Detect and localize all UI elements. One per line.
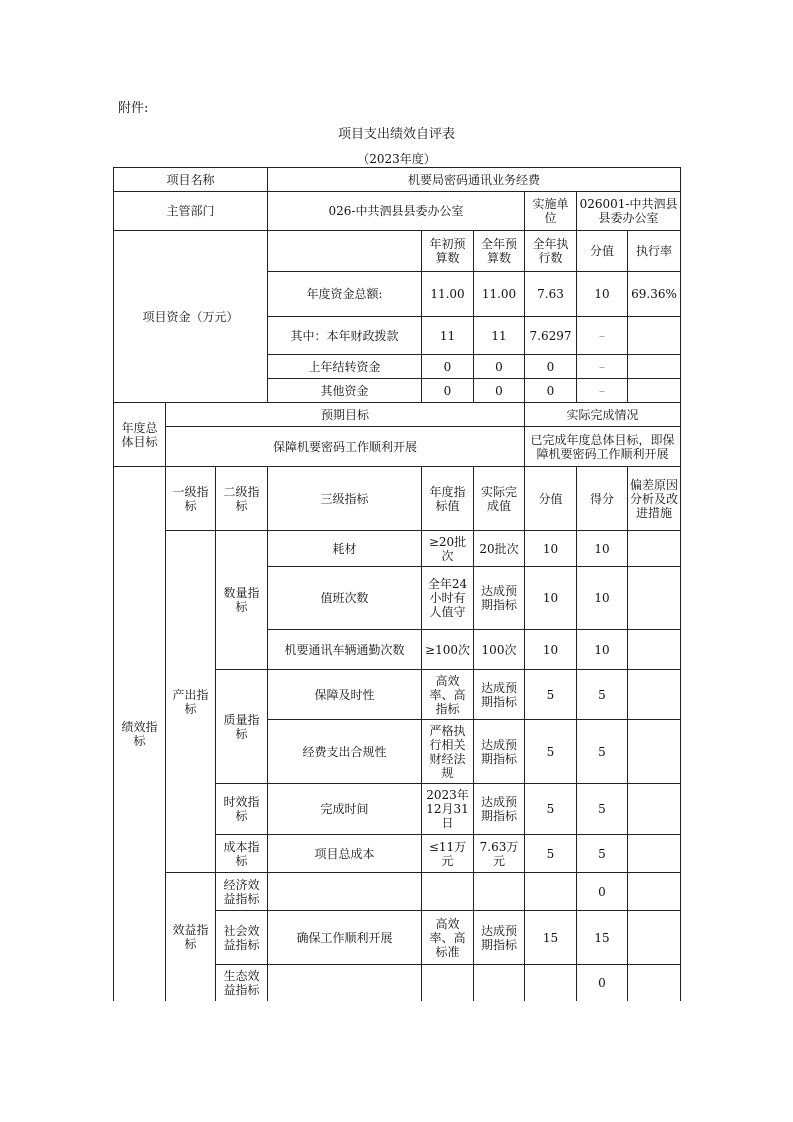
ecological-indicator-label: 生态效益指标 — [216, 965, 268, 1001]
indicator-target: 高效率、高标准 — [422, 911, 474, 965]
indicator-actual: 100次 — [474, 630, 525, 670]
benefit-indicator-label: 效益指标 — [166, 873, 216, 1001]
indicator-target — [422, 873, 474, 911]
indicator-reason — [628, 835, 681, 873]
funds-label: 项目资金（万元） — [114, 231, 268, 403]
funds-row-score-value: – — [577, 355, 628, 379]
indicator-row — [114, 531, 681, 567]
funds-header-score-value: 分值 — [577, 231, 628, 272]
funds-row-score-value: – — [577, 379, 628, 403]
indicator-name: 保障及时性 — [268, 670, 422, 720]
social-indicator-label: 社会效益指标 — [216, 911, 268, 965]
header-actual: 实际完成值 — [474, 467, 525, 531]
performance-table — [113, 167, 681, 1001]
time-indicator-label: 时效指标 — [216, 784, 268, 835]
indicator-reason — [628, 531, 681, 567]
economic-indicator-label: 经济效益指标 — [216, 873, 268, 911]
attachment-label: 附件: — [118, 101, 149, 116]
indicator-score: 5 — [577, 720, 628, 784]
implementing-unit-value: 026001-中共泗县县委办公室 — [577, 192, 681, 231]
header-level3: 三级指标 — [268, 467, 422, 531]
funds-row-annual: 0 — [474, 379, 525, 403]
expected-goal: 保障机要密码工作顺利开展 — [166, 427, 525, 467]
indicator-target: ≤11万元 — [422, 835, 474, 873]
indicator-value: 5 — [525, 720, 577, 784]
indicator-score: 5 — [577, 670, 628, 720]
indicator-actual — [474, 965, 525, 1001]
funds-row-initial: 11.00 — [422, 272, 474, 317]
header-level1: 一级指标 — [166, 467, 216, 531]
funds-row-label: 其他资金 — [268, 379, 422, 403]
indicator-value — [525, 873, 577, 911]
implementing-unit-label: 实施单位 — [525, 192, 577, 231]
indicator-value: 10 — [525, 630, 577, 670]
funds-row-score-value: 10 — [577, 272, 628, 317]
project-name-value: 机要局密码通讯业务经费 — [268, 168, 681, 192]
expected-goal-header: 预期目标 — [166, 403, 525, 427]
funds-row-rate — [628, 317, 681, 355]
header-value: 分值 — [525, 467, 577, 531]
actual-goal: 已完成年度总体目标，即保障机要密码工作顺利开展 — [525, 427, 681, 467]
funds-header-executed: 全年执行数 — [525, 231, 577, 272]
funds-row-annual: 11.00 — [474, 272, 525, 317]
funds-row-rate — [628, 355, 681, 379]
department-label: 主管部门 — [114, 192, 268, 231]
actual-goal-header: 实际完成情况 — [525, 403, 681, 427]
indicator-target: 严格执行相关财经法规 — [422, 720, 474, 784]
funds-row-rate — [628, 379, 681, 403]
funds-row-initial: 0 — [422, 379, 474, 403]
indicator-name: 耗材 — [268, 531, 422, 567]
page-subtitle: （2023年度） — [357, 152, 436, 166]
indicators-header-row — [114, 467, 681, 531]
cost-indicator-label: 成本指标 — [216, 835, 268, 873]
funds-header-initial: 年初预算数 — [422, 231, 474, 272]
indicator-actual — [474, 873, 525, 911]
header-reason: 偏差原因分析及改进措施 — [628, 467, 681, 531]
annual-goal-label: 年度总体目标 — [114, 403, 166, 467]
output-indicator-label: 产出指标 — [166, 531, 216, 873]
indicator-score: 10 — [577, 630, 628, 670]
indicator-actual: 7.63万元 — [474, 835, 525, 873]
indicator-target: 2023年12月31日 — [422, 784, 474, 835]
indicator-score: 10 — [577, 567, 628, 630]
indicator-target — [422, 965, 474, 1001]
indicator-target: ≥100次 — [422, 630, 474, 670]
indicator-reason — [628, 784, 681, 835]
indicator-name: 项目总成本 — [268, 835, 422, 873]
indicator-score: 5 — [577, 835, 628, 873]
funds-row-annual: 11 — [474, 317, 525, 355]
indicator-actual: 达成预期指标 — [474, 567, 525, 630]
funds-row-annual: 0 — [474, 355, 525, 379]
indicator-name: 机要通讯车辆通勤次数 — [268, 630, 422, 670]
header-target: 年度指标值 — [422, 467, 474, 531]
funds-row-label: 年度资金总额: — [268, 272, 422, 317]
indicator-actual: 达成预期指标 — [474, 720, 525, 784]
indicator-name: 完成时间 — [268, 784, 422, 835]
header-score: 得分 — [577, 467, 628, 531]
indicator-reason — [628, 720, 681, 784]
funds-header-row — [114, 231, 681, 272]
indicator-name: 值班次数 — [268, 567, 422, 630]
funds-header-annual: 全年预算数 — [474, 231, 525, 272]
quality-indicator-label: 质量指标 — [216, 670, 268, 784]
page-title: 项目支出绩效自评表 — [337, 127, 455, 142]
project-name-row — [114, 168, 681, 192]
funds-row-executed: 0 — [525, 355, 577, 379]
indicator-name — [268, 873, 422, 911]
indicator-value — [525, 965, 577, 1001]
indicator-row — [114, 873, 681, 911]
funds-header-blank — [268, 231, 422, 272]
goal-header-row — [114, 403, 681, 427]
indicator-actual: 达成预期指标 — [474, 784, 525, 835]
indicator-reason — [628, 873, 681, 911]
funds-row-executed: 0 — [525, 379, 577, 403]
project-name-label: 项目名称 — [114, 168, 268, 192]
funds-row-executed: 7.63 — [525, 272, 577, 317]
indicator-score: 15 — [577, 911, 628, 965]
indicator-reason — [628, 567, 681, 630]
indicator-actual: 达成预期指标 — [474, 911, 525, 965]
department-value: 026-中共泗县县委办公室 — [268, 192, 525, 231]
department-row — [114, 192, 681, 231]
quantity-indicator-label: 数量指标 — [216, 531, 268, 670]
funds-row-initial: 0 — [422, 355, 474, 379]
indicator-score: 10 — [577, 531, 628, 567]
indicator-actual: 达成预期指标 — [474, 670, 525, 720]
indicator-name: 经费支出合规性 — [268, 720, 422, 784]
funds-row-initial: 11 — [422, 317, 474, 355]
funds-row-score-value: – — [577, 317, 628, 355]
funds-header-rate: 执行率 — [628, 231, 681, 272]
indicator-score: 0 — [577, 965, 628, 1001]
indicator-target: ≥20批次 — [422, 531, 474, 567]
indicator-target: 全年24小时有人值守 — [422, 567, 474, 630]
funds-row-executed: 7.6297 — [525, 317, 577, 355]
indicator-name — [268, 965, 422, 1001]
indicator-target: 高效率、高指标 — [422, 670, 474, 720]
indicator-value: 15 — [525, 911, 577, 965]
indicator-value: 10 — [525, 567, 577, 630]
indicator-reason — [628, 670, 681, 720]
indicator-reason — [628, 630, 681, 670]
funds-row-rate: 69.36% — [628, 272, 681, 317]
indicator-value: 5 — [525, 835, 577, 873]
funds-row-label: 其中：本年财政拨款 — [268, 317, 422, 355]
indicator-score: 5 — [577, 784, 628, 835]
indicator-value: 5 — [525, 670, 577, 720]
indicator-reason — [628, 911, 681, 965]
funds-row-label: 上年结转资金 — [268, 355, 422, 379]
indicator-name: 确保工作顺利开展 — [268, 911, 422, 965]
indicator-score: 0 — [577, 873, 628, 911]
indicator-actual: 20批次 — [474, 531, 525, 567]
performance-indicators-label: 绩效指标 — [114, 467, 166, 1001]
header-level2: 二级指标 — [216, 467, 268, 531]
indicator-value: 10 — [525, 531, 577, 567]
goal-row — [114, 427, 681, 467]
indicator-reason — [628, 965, 681, 1001]
indicator-value: 5 — [525, 784, 577, 835]
